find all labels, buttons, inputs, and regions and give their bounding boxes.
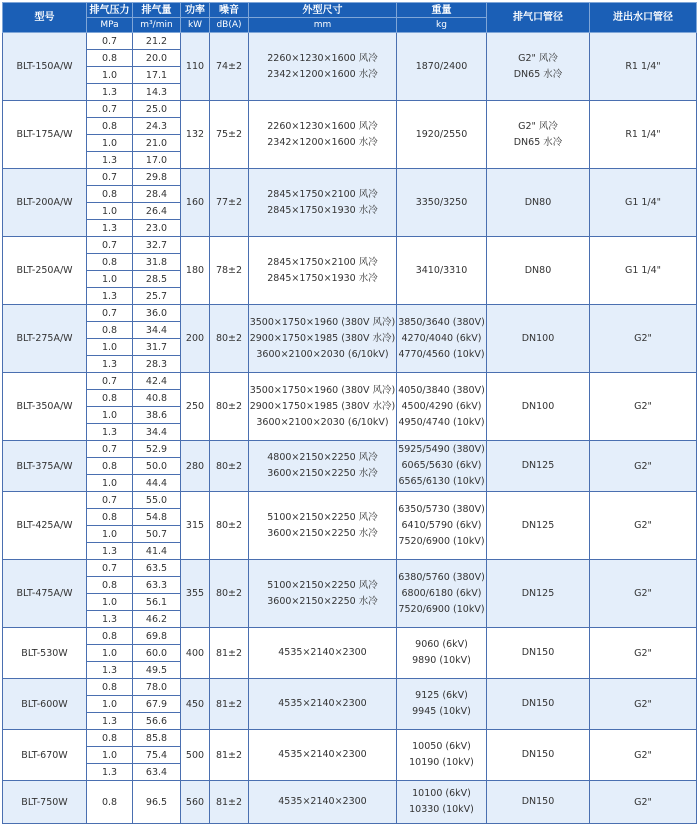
model-cell: BLT-475A/W [3,560,87,628]
dims-cell-line: 2845×1750×1930 水冷 [267,204,378,216]
power-cell: 160 [181,169,210,237]
dims-cell-line: 2845×1750×2100 风冷 [267,188,378,200]
flow-cell: 63.5 [133,560,181,577]
flow-cell: 56.1 [133,594,181,611]
outlet-cell-line: G2" 风冷 [518,120,558,132]
noise-cell: 81±2 [210,628,249,679]
pressure-cell: 0.8 [87,118,133,135]
water-cell: G2" [590,628,697,679]
pressure-cell: 1.3 [87,288,133,305]
pressure-cell: 0.8 [87,390,133,407]
pressure-cell: 0.8 [87,679,133,696]
unit-noise: dB(A) [210,18,249,33]
pressure-cell: 1.0 [87,696,133,713]
pressure-cell: 1.3 [87,662,133,679]
pressure-cell: 1.3 [87,713,133,730]
flow-cell: 78.0 [133,679,181,696]
water-cell: G2" [590,441,697,492]
table-row [3,373,697,390]
flow-cell: 50.0 [133,458,181,475]
flow-cell: 28.5 [133,271,181,288]
dims-cell-line: 3500×1750×1960 (380V 风冷) [249,384,396,396]
pressure-cell: 0.7 [87,33,133,50]
outlet-cell [487,628,590,679]
noise-cell: 74±2 [210,33,249,101]
pressure-cell: 1.0 [87,135,133,152]
header-row [3,3,697,18]
pressure-cell: 1.3 [87,611,133,628]
pressure-cell: 1.3 [87,84,133,101]
weight-cell-line: 1920/2550 [415,128,468,140]
power-cell: 200 [181,305,210,373]
flow-cell: 17.0 [133,152,181,169]
flow-cell: 23.0 [133,220,181,237]
weight-cell-line: 10050 (6kV) [412,741,471,752]
power-cell: 450 [181,679,210,730]
flow-cell: 44.4 [133,475,181,492]
power-cell: 180 [181,237,210,305]
power-cell: 132 [181,101,210,169]
noise-cell: 80±2 [210,305,249,373]
table-row [3,560,697,577]
dims-cell-line: 2342×1200×1600 水冷 [267,68,378,80]
power-cell: 280 [181,441,210,492]
table-row [3,781,697,824]
pressure-cell: 1.0 [87,645,133,662]
weight-cell [397,305,487,373]
outlet-cell-line: DN150 [521,796,555,807]
weight-cell-line: 6800/6180 (6kV) [401,587,482,599]
outlet-cell-line: DN65 水冷 [513,136,563,148]
weight-cell-line: 9060 (6kV) [415,639,468,650]
dims-cell-line: 4535×2140×2300 [278,796,367,807]
flow-cell: 67.9 [133,696,181,713]
pressure-cell: 0.8 [87,50,133,67]
pressure-cell: 1.0 [87,475,133,492]
weight-cell-line: 7520/6900 (10kV) [398,603,485,615]
flow-cell: 34.4 [133,424,181,441]
dims-cell-line: 2845×1750×1930 水冷 [267,272,378,284]
outlet-cell [487,237,590,305]
power-cell: 250 [181,373,210,441]
water-cell: G2" [590,679,697,730]
pressure-cell: 0.7 [87,305,133,322]
noise-cell: 78±2 [210,237,249,305]
pressure-cell: 0.8 [87,730,133,747]
pressure-cell: 1.3 [87,220,133,237]
dims-cell-line: 3600×2150×2250 水冷 [267,468,378,479]
weight-cell-line: 4770/4560 (10kV) [398,348,485,360]
outlet-cell-line: DN150 [521,698,555,709]
outlet-cell [487,101,590,169]
dims-cell [249,560,397,628]
pressure-cell: 0.8 [87,322,133,339]
flow-cell: 85.8 [133,730,181,747]
table-row [3,237,697,254]
unit-dims: mm [249,18,397,33]
outlet-cell-line: DN125 [521,587,555,599]
pressure-cell: 0.8 [87,509,133,526]
power-cell: 500 [181,730,210,781]
header-water: 进出水口管径 [590,3,697,33]
dims-cell-line: 2845×1750×2100 风冷 [267,256,378,268]
flow-cell: 41.4 [133,543,181,560]
header-dims: 外型尺寸 [249,3,397,18]
pressure-cell: 0.7 [87,560,133,577]
flow-cell: 56.6 [133,713,181,730]
dims-cell [249,441,397,492]
table-row [3,305,697,322]
weight-cell-line: 1870/2400 [415,60,468,72]
flow-cell: 32.7 [133,237,181,254]
water-cell: G2" [590,560,697,628]
table-row [3,441,697,458]
header-model: 型号 [3,3,87,33]
dims-cell [249,101,397,169]
noise-cell: 80±2 [210,492,249,560]
flow-cell: 24.3 [133,118,181,135]
weight-cell [397,169,487,237]
noise-cell: 81±2 [210,781,249,824]
table-row [3,101,697,118]
weight-cell-line: 10330 (10kV) [409,804,474,815]
header-pressure: 排气压力 [87,3,133,18]
weight-cell-line: 4270/4040 (6kV) [401,332,482,344]
weight-cell [397,628,487,679]
flow-cell: 55.0 [133,492,181,509]
weight-cell [397,33,487,101]
noise-cell: 80±2 [210,373,249,441]
table-row [3,169,697,186]
pressure-cell: 0.8 [87,577,133,594]
pressure-cell: 0.8 [87,628,133,645]
weight-cell [397,781,487,824]
header-outlet: 排气口管径 [487,3,590,33]
outlet-cell-line: DN125 [521,519,555,531]
pressure-cell: 1.0 [87,339,133,356]
pressure-cell: 0.7 [87,492,133,509]
model-cell: BLT-375A/W [3,441,87,492]
flow-cell: 46.2 [133,611,181,628]
water-cell: G2" [590,730,697,781]
dims-cell-line: 3600×2150×2250 水冷 [267,595,378,607]
dims-cell-line: 5100×2150×2250 风冷 [267,579,378,591]
outlet-cell-line: DN150 [521,749,555,760]
pressure-cell: 0.7 [87,373,133,390]
pressure-cell: 0.8 [87,254,133,271]
outlet-cell-line: G2" 风冷 [518,52,558,64]
flow-cell: 26.4 [133,203,181,220]
outlet-cell [487,33,590,101]
flow-cell: 63.4 [133,764,181,781]
dims-cell-line: 2260×1230×1600 风冷 [267,120,378,132]
flow-cell: 38.6 [133,407,181,424]
noise-cell: 80±2 [210,441,249,492]
weight-cell-line: 3350/3250 [415,196,468,208]
dims-cell-line: 2900×1750×1985 (380V 水冷) [249,332,396,344]
dims-cell [249,781,397,824]
pressure-cell: 1.0 [87,203,133,220]
dims-cell-line: 4535×2140×2300 [278,749,367,760]
header-flow: 排气量 [133,3,181,18]
table-row [3,679,697,696]
flow-cell: 31.8 [133,254,181,271]
pressure-cell: 1.3 [87,764,133,781]
weight-cell-line: 6565/6130 (10kV) [398,476,485,487]
table-row [3,492,697,509]
flow-cell: 42.4 [133,373,181,390]
weight-cell-line: 9890 (10kV) [412,655,471,666]
flow-cell: 34.4 [133,322,181,339]
flow-cell: 28.4 [133,186,181,203]
dims-cell-line: 4800×2150×2250 风冷 [267,452,378,463]
weight-cell-line: 4500/4290 (6kV) [401,400,482,412]
pressure-cell: 1.0 [87,526,133,543]
outlet-cell [487,169,590,237]
model-cell: BLT-175A/W [3,101,87,169]
weight-cell-line: 7520/6900 (10kV) [398,535,485,547]
flow-cell: 96.5 [133,781,181,824]
power-cell: 355 [181,560,210,628]
dims-cell [249,33,397,101]
outlet-cell [487,560,590,628]
unit-flow: m³/min [133,18,181,33]
flow-cell: 40.8 [133,390,181,407]
pressure-cell: 0.7 [87,237,133,254]
pressure-cell: 0.8 [87,458,133,475]
noise-cell: 80±2 [210,560,249,628]
flow-cell: 29.8 [133,169,181,186]
model-cell: BLT-150A/W [3,33,87,101]
flow-cell: 14.3 [133,84,181,101]
dims-cell-line: 2900×1750×1985 (380V 水冷) [249,400,396,412]
dims-cell-line: 2342×1200×1600 水冷 [267,136,378,148]
outlet-cell-line: DN125 [521,460,555,471]
outlet-cell [487,441,590,492]
flow-cell: 63.3 [133,577,181,594]
noise-cell: 77±2 [210,169,249,237]
dims-cell [249,679,397,730]
outlet-cell [487,373,590,441]
weight-cell-line: 3410/3310 [415,264,468,276]
weight-cell-line: 6410/5790 (6kV) [401,519,482,531]
flow-cell: 49.5 [133,662,181,679]
flow-cell: 52.9 [133,441,181,458]
flow-cell: 21.2 [133,33,181,50]
unit-power: kW [181,18,210,33]
dims-cell-line: 3600×2150×2250 水冷 [267,527,378,539]
power-cell: 110 [181,33,210,101]
flow-cell: 25.0 [133,101,181,118]
dims-cell-line: 3600×2100×2030 (6/10kV) [256,348,389,360]
weight-cell-line: 9125 (6kV) [415,690,468,701]
power-cell: 560 [181,781,210,824]
table-row [3,628,697,645]
pressure-cell: 1.3 [87,424,133,441]
model-cell: BLT-670W [3,730,87,781]
pressure-cell: 0.8 [87,186,133,203]
dims-cell-line: 3500×1750×1960 (380V 风冷) [249,316,396,328]
pressure-cell: 1.3 [87,152,133,169]
water-cell: R1 1/4" [590,101,697,169]
flow-cell: 31.7 [133,339,181,356]
model-cell: BLT-750W [3,781,87,824]
flow-cell: 36.0 [133,305,181,322]
pressure-cell: 1.0 [87,594,133,611]
weight-cell-line: 10190 (10kV) [409,757,474,768]
unit-pressure: MPa [87,18,133,33]
weight-cell-line: 6350/5730 (380V) [398,503,485,515]
pressure-cell: 1.0 [87,67,133,84]
weight-cell [397,679,487,730]
dims-cell [249,305,397,373]
weight-cell-line: 5925/5490 (380V) [398,444,485,455]
weight-cell [397,101,487,169]
flow-cell: 21.0 [133,135,181,152]
dims-cell [249,492,397,560]
dims-cell-line: 4535×2140×2300 [278,698,367,709]
model-cell: BLT-250A/W [3,237,87,305]
flow-cell: 54.8 [133,509,181,526]
dims-cell [249,628,397,679]
water-cell: G2" [590,781,697,824]
outlet-cell-line: DN150 [521,647,555,658]
water-cell: G2" [590,492,697,560]
weight-cell-line: 6380/5760 (380V) [398,571,485,583]
header-weight: 重量 [397,3,487,18]
weight-cell [397,237,487,305]
pressure-cell: 0.8 [87,781,133,824]
outlet-cell [487,305,590,373]
outlet-cell-line: DN100 [521,332,555,344]
flow-cell: 25.7 [133,288,181,305]
dims-cell [249,169,397,237]
weight-cell-line: 10100 (6kV) [412,788,471,799]
flow-cell: 60.0 [133,645,181,662]
outlet-cell [487,492,590,560]
outlet-cell [487,781,590,824]
model-cell: BLT-350A/W [3,373,87,441]
weight-cell [397,730,487,781]
weight-cell [397,560,487,628]
weight-cell [397,373,487,441]
table-row [3,33,697,50]
dims-cell [249,237,397,305]
model-cell: BLT-530W [3,628,87,679]
pressure-cell: 0.7 [87,441,133,458]
dims-cell-line: 2260×1230×1600 风冷 [267,52,378,64]
outlet-cell [487,730,590,781]
model-cell: BLT-200A/W [3,169,87,237]
spec-body [3,33,697,824]
power-cell: 400 [181,628,210,679]
weight-cell-line: 6065/5630 (6kV) [401,460,482,471]
flow-cell: 20.0 [133,50,181,67]
noise-cell: 75±2 [210,101,249,169]
water-cell: G1 1/4" [590,237,697,305]
water-cell: G2" [590,373,697,441]
outlet-cell [487,679,590,730]
water-cell: G2" [590,305,697,373]
model-cell: BLT-275A/W [3,305,87,373]
noise-cell: 81±2 [210,679,249,730]
table-row [3,730,697,747]
pressure-cell: 1.3 [87,543,133,560]
pressure-cell: 1.0 [87,407,133,424]
model-cell: BLT-425A/W [3,492,87,560]
outlet-cell-line: DN100 [521,400,555,412]
dims-cell [249,730,397,781]
weight-cell-line: 3850/3640 (380V) [398,316,485,328]
model-cell: BLT-600W [3,679,87,730]
spec-table [2,2,697,824]
water-cell: G1 1/4" [590,169,697,237]
weight-cell [397,441,487,492]
header-noise: 噪音 [210,3,249,18]
noise-cell: 81±2 [210,730,249,781]
pressure-cell: 0.7 [87,169,133,186]
outlet-cell-line: DN80 [524,196,552,208]
pressure-cell: 1.3 [87,356,133,373]
flow-cell: 28.3 [133,356,181,373]
weight-cell-line: 4050/3840 (380V) [398,384,485,396]
weight-cell-line: 9945 (10kV) [412,706,471,717]
dims-cell-line: 4535×2140×2300 [278,647,367,658]
outlet-cell-line: DN65 水冷 [513,68,563,80]
weight-cell-line: 4950/4740 (10kV) [398,416,485,428]
weight-cell [397,492,487,560]
header-power: 功率 [181,3,210,18]
power-cell: 315 [181,492,210,560]
flow-cell: 69.8 [133,628,181,645]
flow-cell: 50.7 [133,526,181,543]
unit-weight: kg [397,18,487,33]
dims-cell [249,373,397,441]
flow-cell: 75.4 [133,747,181,764]
pressure-cell: 0.7 [87,101,133,118]
outlet-cell-line: DN80 [524,264,552,276]
flow-cell: 17.1 [133,67,181,84]
pressure-cell: 1.0 [87,271,133,288]
dims-cell-line: 5100×2150×2250 风冷 [267,511,378,523]
dims-cell-line: 3600×2100×2030 (6/10kV) [256,416,389,428]
water-cell: R1 1/4" [590,33,697,101]
pressure-cell: 1.0 [87,747,133,764]
